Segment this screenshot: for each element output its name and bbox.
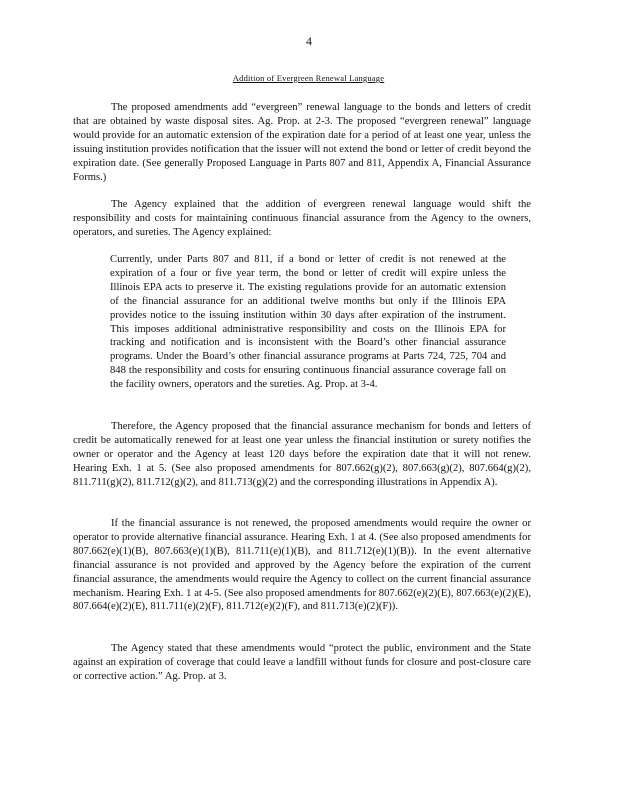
page-number: 4 bbox=[306, 34, 312, 48]
paragraph-protection-statement bbox=[73, 642, 531, 684]
paragraph-automatic-renewal bbox=[73, 420, 531, 490]
paragraph-text: The proposed amendments add “evergreen” renewal language to the bonds and letters of credit that are obtained by waste disposal sites. Ag. Prop. at 2-3. The proposed “evergreen renewal” language would provide for an automatic extension of the expiration date for a period of at least one year, unless the issuing institution provides notification that the issuer will not extend the bond or letter of credit beyond the expiration date. (See generally Proposed Language in Parts 807 and 811, Appendix A, Financial Assurance Forms.) bbox=[73, 102, 531, 183]
paragraph-text: The Agency explained that the addition of evergreen renewal language would shift the responsibility and costs for maintaining continuous financial assurance from the Agency to the owners, operators, and sureties. The Agency explained: bbox=[73, 199, 531, 238]
paragraph-agency-explanation bbox=[73, 198, 531, 240]
paragraph-alternative-assurance bbox=[73, 517, 531, 614]
block-quote: Currently, under Parts 807 and 811, if a bond or letter of credit is not renewed at the expiration of a four or five year term, the bond or letter of credit will expire unless the Illinois EPA acts to preserve it. The existing regulations provide for an automatic extension of the financial assurance for an additional twelve months but only if the Illinois EPA provides notice to the issuing institution within 30 days after expiration of the instrument. This imposes additional administrative responsibility and costs on the Illinois EPA for tracking and notification and is inconsistent with the Board’s other financial assurance programs. Under the Board’s other financial assurance programs at Parts 724, 725, 704 and 848 the responsibility and costs for ensuring continuous financial assurance coverage fall on the facility owners, operators and the sureties. Ag. Prop. at 3-4. bbox=[110, 254, 506, 391]
paragraph-evergreen-overview bbox=[73, 101, 531, 184]
paragraph-text: If the financial assurance is not renewed, the proposed amendments would require the owner or operator to provide alternative financial assurance. Hearing Exh. 1 at 4. (See also proposed amendments for 807.662(e)(1)(B), 807.663(e)(1)(B), 811.711(e)(1)(B), and 811.712(e)(1)(B)). In the event alternative financial assurance is not provided and approved by the Agency before the expiration of the current financial assurance, the amendments would require the Agency to collect on the current financial assurance mechanism. Hearing Exh. 1 at 4-5. (See also proposed amendments for 807.662(e)(2)(E), 807.663(e)(2)(E), 807.664(e)(2)(E), 811.711(e)(2)(F), 811.712(e)(2)(F), and 811.713(e)(2)(F)). bbox=[73, 518, 531, 613]
section-heading: Addition of Evergreen Renewal Language bbox=[232, 73, 385, 83]
paragraph-text: The Agency stated that these amendments would “protect the public, environment and the State against an expiration of coverage that could leave a landfill without funds for closure and post-closure care or corrective action.” Ag. Prop. at 3. bbox=[73, 643, 531, 682]
paragraph-text: Therefore, the Agency proposed that the financial assurance mechanism for bonds and letters of credit be automatically renewed for at least one year unless the financial institution or surety notifies the owner or operator and the Agency at least 120 days before the expiration date that it will not renew. Hearing Exh. 1 at 5. (See also proposed amendments for 807.662(g)(2), 807.663(g)(2), 807.664(g)(2), 811.711(g)(2), 811.712(g)(2), and 811.713(g)(2) and the corresponding illustrations in Appendix A). bbox=[73, 421, 531, 488]
